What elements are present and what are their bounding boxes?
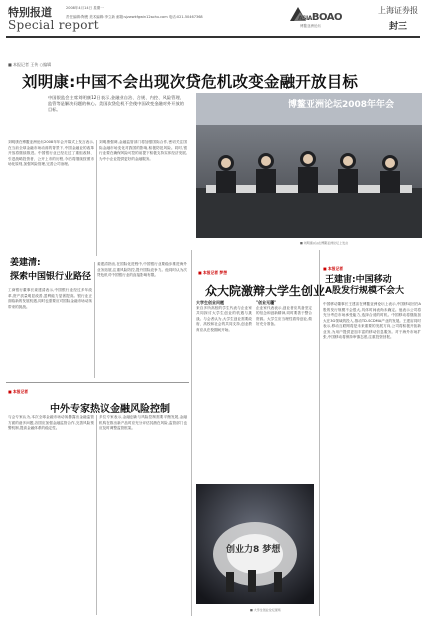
logo-prefix: ASIA [298,15,312,22]
lead-body-b: 刘明康强调,金融监管部门将加强国际合作,密切关注国际金融市场变化对我国的影响,积极防范风险。同时,银行业要在确保风险可控的前提下积极支持实体经济发展,为中小企业提供更好的金融服务。 [99,140,187,161]
logo-text [298,12,342,23]
story4-body-g-text: 来自多所高校的学生代表与企业家共同探讨大学生创业的机遇与挑战。与会者认为,大学生创业需要政府、高校和社会的共同支持,创业教育应从在校期间开始。 [196,305,252,332]
story3-headline: 中外专家热议金融风险控制 [50,404,170,415]
logo-main: BOAO [311,12,342,23]
story4-photo [196,484,314,604]
story3-body-e: 与会专家认为,本次全球金融市场动荡暴露出金融监管方面的诸多问题,各国应加强金融监管合作,完善风险预警机制,提高金融体系的稳定性。 [8,415,94,430]
story4-label: ■ 本报记者 梦想 [198,270,228,275]
column-divider [319,250,320,616]
story5-headline-2: A股发行规模不会大 [325,286,404,296]
column-divider [96,415,97,615]
header-rule [6,36,420,38]
story2-body-c: 工商银行董事长姜建清表示,中国银行业经过多年改革,资产质量明显改善,盈利能力显著提高。银行业正面临新的发展机遇,同时也需要应对国际金融市场动荡带来的挑战。 [8,288,92,309]
forum-photo-image [196,93,422,238]
story2-headline-2: 探索中国银行业路径 [10,272,92,282]
section-title-en: Special report [8,18,99,32]
lead-photo-banner: 博鳌亚洲论坛2008年年会 [288,100,395,110]
story4-subhead-1: 大学生创业问题 [196,300,224,305]
lead-photo [196,93,422,238]
lead-lede: 中国银监会主席刘明康12日表示,金融业自治、合规、内控、风险管理、监管等是解决问题的核心。美国次贷危机不会使中国改变金融对外开放的目标。 [48,95,184,113]
story4-body-h-text: 企业家代表表示,创业者应具备坚定的信念和创新精神,同时要善于整合资源。大学生应当理性看待创业,做好充分准备。 [256,305,312,326]
story4-body-g [196,300,252,480]
story2-body-d: 姜建清指出,在国际化进程中,中国银行业要稳步推进海外业务拓展,注重风险防控,提升国际竞争力。他同时认为次贷危机对中国银行业的直接影响有限。 [97,262,187,277]
lead-kicker: ■ 本报记者 王传 ○编辑 [8,62,52,67]
story4-headline: 众大院激辩大学生创业 [205,284,326,298]
lead-headline: 刘明康:中国不会出现次贷危机改变金融开放目标 [22,73,359,91]
logo-subtitle: 博鳌亚洲论坛 [300,24,321,28]
story4-subhead-2: "创业无疆" [256,300,277,305]
story5-headline-1: 王建宙:中国移动 [325,275,392,285]
issue-line: 2008年4月14日 星期一 [66,6,104,10]
page-number: 封三 [389,22,408,32]
column-divider [96,140,97,256]
section-rule [6,382,189,383]
paper-name: 上海证券报 [378,6,418,15]
story4-photo-caption: ■ 大学生创业论坛现场 [250,608,281,612]
story3-body-f: 多位专家表示,金融创新与风险控制需要平衡发展,金融机构在推出新产品时应充分评估其潜在风险,监管部门也应及时调整监管框架。 [99,415,187,430]
story3-label: ■ 本报记者 [8,389,29,394]
half-divider [191,250,192,616]
section-title: 特别报道 [8,6,52,19]
lead-body-a: 刘明康在博鳌亚洲论坛2008年年会开幕式上发言表示,在当前全球金融市场动荡的背景下,中国金融业的改革开放将继续推进。中国银行业已经走过了重组改制、引进战略投资者、公开上市的历程,今后将继续按照市场化原则,加强风险管理,完善公司治理。 [8,140,94,166]
editor-line: 责任编辑:陶俊 美术编辑:李立新 邮箱:sjzwwkfgwin12sohu.com 电话:021-50467368 [66,15,203,19]
story5-body: 中国移动董事长王建宙在博鳌亚洲论坛上表示,中国移动回归A股的发行规模不会很大,具体时间表尚未确定。他表示公司将充分考虑市场承受能力,选择合适的时机。中国移动将继续加大在3G领域的投入,推动TD-SCDMA产业的发展。王建宙同时表示,移动互联网将是未来重要的发展方向,公司将积极开拓新业务,为用户提供更加丰富的移动信息服务。对于海外市场扩张,中国移动将保持审慎态度,注重投资回报。 [323,302,421,339]
story4-photo-banner: 创业力8 梦想 [226,545,281,555]
column-divider [94,262,95,378]
story4-body-h [256,300,312,480]
lead-photo-caption: ■ 刘明康(右)在博鳌亚洲论坛上发言 [300,241,349,245]
story2-headline-1: 姜建清: [10,258,41,268]
story5-label: ■ 本报记者 [323,266,344,271]
